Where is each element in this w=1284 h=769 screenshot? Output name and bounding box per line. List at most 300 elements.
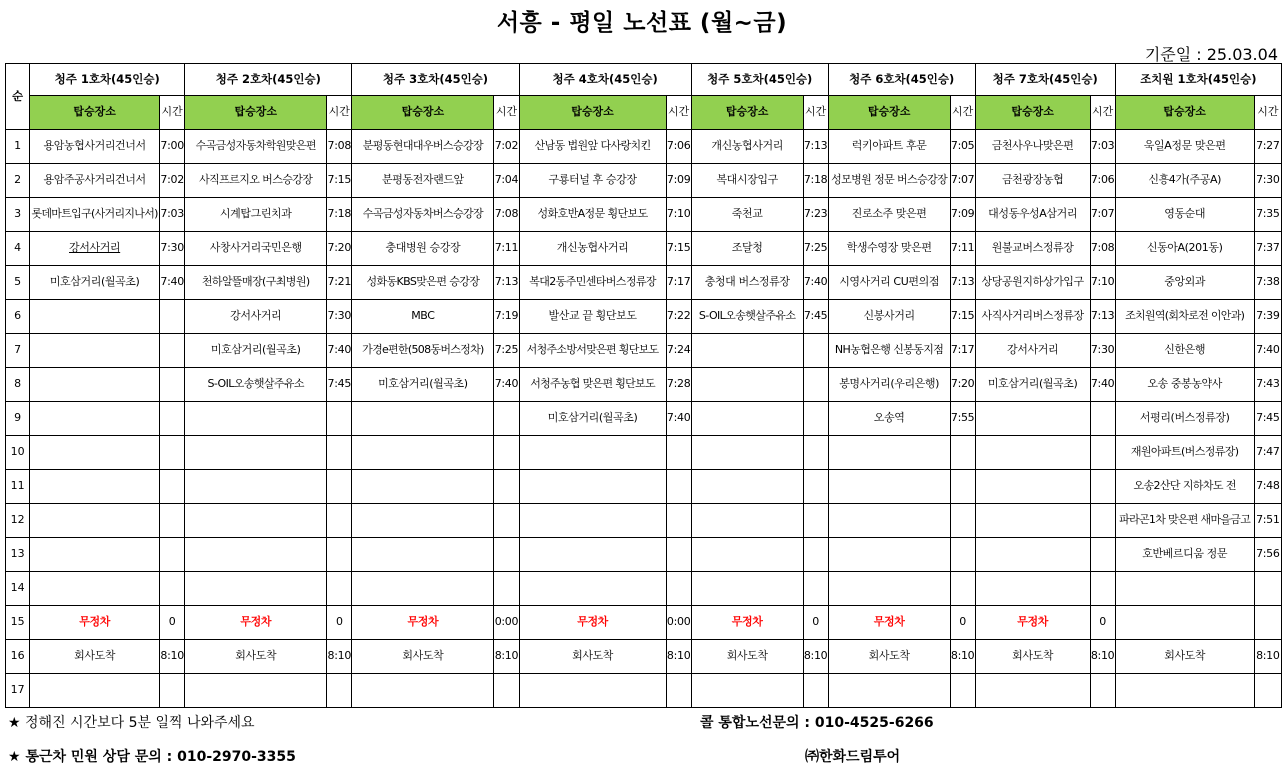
stop-name: 구룡터널 후 승강장 [519, 164, 666, 198]
table-row [6, 606, 1282, 640]
stop-time: 8:10 [1090, 640, 1115, 674]
stop-time: 7:27 [1254, 130, 1281, 164]
row-number: 8 [6, 368, 30, 402]
row-number: 12 [6, 504, 30, 538]
stop-time [803, 572, 828, 606]
table-row [6, 538, 1282, 572]
stop-time: 8:10 [327, 640, 352, 674]
stop-time: 7:10 [666, 198, 691, 232]
stop-name: 오송 중봉농약사 [1115, 368, 1254, 402]
stop-name: 미호삼거리(월곡초) [185, 334, 327, 368]
stop-time: 7:13 [950, 266, 975, 300]
stop-time: 7:18 [803, 164, 828, 198]
stop-name: 복대2동주민센타버스정류장 [519, 266, 666, 300]
stop-name [828, 470, 950, 504]
stop-name: 무정차 [975, 606, 1090, 640]
stop-name: 시영사거리 CU편의점 [828, 266, 950, 300]
stop-name: 금천광장농협 [975, 164, 1090, 198]
stop-time: 7:25 [803, 232, 828, 266]
stop-name [519, 674, 666, 708]
stop-name: 강서사거리 [975, 334, 1090, 368]
star-icon: ★ [8, 749, 21, 765]
stop-name [691, 674, 803, 708]
stop-time: 7:45 [1254, 402, 1281, 436]
stop-time [494, 436, 519, 470]
stop-name: 조치원역(회차로전 이안과) [1115, 300, 1254, 334]
stop-name [185, 674, 327, 708]
stop-name: 사직프르지오 버스승강장 [185, 164, 327, 198]
row-number: 16 [6, 640, 30, 674]
stop-time [494, 402, 519, 436]
stop-time: 7:25 [494, 334, 519, 368]
stop-time [1090, 436, 1115, 470]
stop-time: 7:40 [160, 266, 185, 300]
stop-time: 7:17 [950, 334, 975, 368]
stop-time: 7:47 [1254, 436, 1281, 470]
stop-name [519, 538, 666, 572]
place-header: 탑승장소 [185, 96, 327, 130]
stop-name: 천하알뜰매장(구최병원) [185, 266, 327, 300]
bus-header: 청주 2호차(45인승) [185, 64, 352, 96]
stop-name: 롯데마트입구(사거리지나서) [30, 198, 160, 232]
stop-time: 7:20 [327, 232, 352, 266]
stop-name [185, 402, 327, 436]
stop-name: 미호삼거리(월곡초) [975, 368, 1090, 402]
stop-time: 7:43 [1254, 368, 1281, 402]
stop-time: 8:10 [950, 640, 975, 674]
time-header: 시간 [160, 96, 185, 130]
stop-time: 7:10 [1090, 266, 1115, 300]
stop-name: 럭키아파트 후문 [828, 130, 950, 164]
stop-time: 7:13 [803, 130, 828, 164]
stop-time: 7:48 [1254, 470, 1281, 504]
place-header: 탑승장소 [30, 96, 160, 130]
stop-name [828, 572, 950, 606]
stop-name: 오송2산단 지하차도 전 [1115, 470, 1254, 504]
stop-name: 미호삼거리(월곡초) [30, 266, 160, 300]
table-row [6, 232, 1282, 266]
place-header: 탑승장소 [828, 96, 950, 130]
table-row [6, 402, 1282, 436]
stop-time: 7:39 [1254, 300, 1281, 334]
stop-name: 개신농협사거리 [519, 232, 666, 266]
stop-time [494, 504, 519, 538]
stop-time [160, 572, 185, 606]
stop-name: 파라곤1차 맞은편 새마을금고 [1115, 504, 1254, 538]
stop-name [519, 504, 666, 538]
table-row [6, 368, 1282, 402]
stop-time: 7:08 [327, 130, 352, 164]
bus-header: 청주 5호차(45인승) [691, 64, 828, 96]
stop-time [327, 538, 352, 572]
stop-name [975, 402, 1090, 436]
table-row [6, 504, 1282, 538]
stop-time: 7:03 [1090, 130, 1115, 164]
reference-date: 기준일 : 25.03.04 [1144, 45, 1278, 64]
stop-name: 무정차 [30, 606, 160, 640]
stop-time: 7:35 [1254, 198, 1281, 232]
time-header: 시간 [494, 96, 519, 130]
stop-time [950, 504, 975, 538]
stop-name [519, 572, 666, 606]
stop-name: 무정차 [352, 606, 494, 640]
stop-name: 미호삼거리(월곡초) [352, 368, 494, 402]
stop-time: 7:17 [666, 266, 691, 300]
row-number: 14 [6, 572, 30, 606]
stop-time [1090, 538, 1115, 572]
stop-time: 8:10 [803, 640, 828, 674]
stop-name: 대성동우성A삼거리 [975, 198, 1090, 232]
row-number: 3 [6, 198, 30, 232]
stop-name: 산남동 법원앞 다사랑치킨 [519, 130, 666, 164]
stop-time: 7:08 [1090, 232, 1115, 266]
stop-time: 7:13 [1090, 300, 1115, 334]
stop-time: 7:19 [494, 300, 519, 334]
row-number: 10 [6, 436, 30, 470]
stop-time [666, 572, 691, 606]
stop-time: 0:00 [666, 606, 691, 640]
footer-call: 콜 통합노선문의 : 010-4525-6266 [700, 715, 934, 731]
stop-time [803, 436, 828, 470]
stop-time: 0:00 [494, 606, 519, 640]
stop-time: 7:30 [327, 300, 352, 334]
stop-name: 수곡금성자동차버스승강장 [352, 198, 494, 232]
stop-name [975, 572, 1090, 606]
stop-time: 7:38 [1254, 266, 1281, 300]
stop-name: 사창사거리국민은행 [185, 232, 327, 266]
stop-time [803, 674, 828, 708]
stop-name [691, 572, 803, 606]
stop-name: 욱일A정문 맞은편 [1115, 130, 1254, 164]
stop-time [1090, 572, 1115, 606]
stop-time [1090, 674, 1115, 708]
route-table [5, 63, 1282, 708]
stop-time: 7:04 [494, 164, 519, 198]
stop-time: 7:30 [160, 232, 185, 266]
stop-name [352, 402, 494, 436]
stop-name [828, 674, 950, 708]
bus-header: 청주 3호차(45인승) [352, 64, 519, 96]
stop-name: 사직사거리버스정류장 [975, 300, 1090, 334]
column-header-row [6, 96, 1282, 130]
stop-name: 무정차 [828, 606, 950, 640]
table-row [6, 300, 1282, 334]
stop-time: 8:10 [494, 640, 519, 674]
footer-company: ㈜한화드림투어 [805, 749, 901, 765]
stop-time: 7:03 [160, 198, 185, 232]
stop-time [1254, 572, 1281, 606]
stop-time [160, 334, 185, 368]
table-row [6, 640, 1282, 674]
stop-name [30, 436, 160, 470]
stop-time: 7:06 [666, 130, 691, 164]
stop-name: 성화호반A정문 횡단보도 [519, 198, 666, 232]
stop-time: 0 [327, 606, 352, 640]
stop-name: 재원아파트(버스정류장) [1115, 436, 1254, 470]
stop-name: 회사도착 [185, 640, 327, 674]
stop-name [975, 504, 1090, 538]
place-header: 탑승장소 [352, 96, 494, 130]
stop-time [1090, 504, 1115, 538]
stop-time [803, 538, 828, 572]
stop-name [828, 504, 950, 538]
bus-header: 청주 7호차(45인승) [975, 64, 1115, 96]
stop-time: 7:02 [494, 130, 519, 164]
time-header: 시간 [327, 96, 352, 130]
stop-time [1090, 402, 1115, 436]
stop-time [494, 572, 519, 606]
stop-name: 분평동전자랜드앞 [352, 164, 494, 198]
stop-name [352, 538, 494, 572]
stop-name [975, 436, 1090, 470]
bus-header: 청주 1호차(45인승) [30, 64, 185, 96]
stop-name [519, 470, 666, 504]
stop-time [160, 538, 185, 572]
stop-name: 회사도착 [352, 640, 494, 674]
stop-time: 7:23 [803, 198, 828, 232]
stop-name: 중앙외과 [1115, 266, 1254, 300]
stop-time [160, 300, 185, 334]
stop-time: 7:08 [494, 198, 519, 232]
stop-time: 8:10 [666, 640, 691, 674]
stop-time: 7:09 [950, 198, 975, 232]
stop-name [975, 470, 1090, 504]
stop-name: 호반베르디움 정문 [1115, 538, 1254, 572]
stop-time [327, 402, 352, 436]
stop-name [30, 674, 160, 708]
stop-time: 7:07 [950, 164, 975, 198]
row-number: 11 [6, 470, 30, 504]
stop-name: 용암농협사거리건너서 [30, 130, 160, 164]
place-header: 탑승장소 [1115, 96, 1254, 130]
stop-time: 7:21 [327, 266, 352, 300]
stop-time: 7:51 [1254, 504, 1281, 538]
stop-name: 원불교버스정류장 [975, 232, 1090, 266]
stop-time: 7:15 [666, 232, 691, 266]
stop-time [160, 436, 185, 470]
stop-time: 7:40 [666, 402, 691, 436]
stop-time: 7:30 [1254, 164, 1281, 198]
stop-time: 0 [160, 606, 185, 640]
stop-name: 무정차 [185, 606, 327, 640]
stop-name: 신동아A(201동) [1115, 232, 1254, 266]
stop-name: 수곡금성자동차학원맞은편 [185, 130, 327, 164]
stop-name: 조달청 [691, 232, 803, 266]
stop-name [975, 674, 1090, 708]
stop-name [30, 470, 160, 504]
stop-time [666, 436, 691, 470]
stop-time: 7:09 [666, 164, 691, 198]
row-number: 4 [6, 232, 30, 266]
stop-time: 7:00 [160, 130, 185, 164]
table-row [6, 266, 1282, 300]
stop-time [666, 470, 691, 504]
stop-time: 7:07 [1090, 198, 1115, 232]
stop-time [327, 470, 352, 504]
stop-name: 성화동KBS맞은편 승강장 [352, 266, 494, 300]
stop-time [327, 504, 352, 538]
star-icon: ★ [8, 715, 21, 731]
stop-name: S-OIL오송햇살주유소 [185, 368, 327, 402]
stop-time [803, 402, 828, 436]
place-header: 탑승장소 [691, 96, 803, 130]
stop-name [691, 538, 803, 572]
stop-time [1254, 674, 1281, 708]
stop-name: 발산교 끝 횡단보도 [519, 300, 666, 334]
stop-time [950, 538, 975, 572]
stop-time: 7:40 [803, 266, 828, 300]
stop-name [691, 402, 803, 436]
bus-header: 조치원 1호차(45인승) [1115, 64, 1281, 96]
stop-name: 강서사거리 [185, 300, 327, 334]
stop-time: 7:15 [327, 164, 352, 198]
footer-complaint: ★ 통근차 민원 상담 문의 : 010-2970-3355 [8, 749, 296, 765]
stop-name: 미호삼거리(월곡초) [519, 402, 666, 436]
stop-time [327, 572, 352, 606]
stop-time [803, 368, 828, 402]
stop-time: 7:13 [494, 266, 519, 300]
row-number: 2 [6, 164, 30, 198]
stop-time [803, 334, 828, 368]
stop-time [494, 538, 519, 572]
time-header: 시간 [803, 96, 828, 130]
stop-time [160, 368, 185, 402]
stop-name [30, 572, 160, 606]
seq-header: 순 [6, 64, 30, 130]
stop-name: 회사도착 [1115, 640, 1254, 674]
bus-header-row [6, 64, 1282, 96]
stop-name [30, 402, 160, 436]
row-number: 1 [6, 130, 30, 164]
stop-time: 7:28 [666, 368, 691, 402]
stop-time: 7:11 [950, 232, 975, 266]
stop-time: 7:40 [327, 334, 352, 368]
stop-time [327, 436, 352, 470]
stop-name [352, 470, 494, 504]
stop-time: 7:06 [1090, 164, 1115, 198]
stop-name [975, 538, 1090, 572]
stop-time [494, 674, 519, 708]
stop-time: 7:18 [327, 198, 352, 232]
stop-name: 서평리(버스정류장) [1115, 402, 1254, 436]
stop-name: 시계탑그린치과 [185, 198, 327, 232]
stop-name [185, 572, 327, 606]
stop-name: 영동순대 [1115, 198, 1254, 232]
table-row [6, 436, 1282, 470]
row-number: 13 [6, 538, 30, 572]
stop-name [185, 504, 327, 538]
stop-time [666, 674, 691, 708]
stop-name: 봉명사거리(우리은행) [828, 368, 950, 402]
stop-name: 무정차 [519, 606, 666, 640]
stop-name: 용암주공사거리건너서 [30, 164, 160, 198]
stop-time [666, 504, 691, 538]
stop-time: 7:55 [950, 402, 975, 436]
stop-time: 7:56 [1254, 538, 1281, 572]
table-row [6, 470, 1282, 504]
stop-time: 7:22 [666, 300, 691, 334]
stop-name: S-OIL오송햇살주유소 [691, 300, 803, 334]
table-row [6, 572, 1282, 606]
stop-name: 분평동현대대우버스승강장 [352, 130, 494, 164]
bus-header: 청주 6호차(45인승) [828, 64, 975, 96]
stop-time: 7:20 [950, 368, 975, 402]
stop-time: 0 [950, 606, 975, 640]
table-row [6, 198, 1282, 232]
stop-name [30, 334, 160, 368]
stop-name [30, 538, 160, 572]
stop-name: 서청주농협 맞은편 횡단보도 [519, 368, 666, 402]
stop-time: 7:02 [160, 164, 185, 198]
stop-time [1090, 470, 1115, 504]
stop-name: 무정차 [691, 606, 803, 640]
stop-time: 7:30 [1090, 334, 1115, 368]
stop-name [1115, 572, 1254, 606]
stop-name: 회사도착 [30, 640, 160, 674]
stop-time: 7:37 [1254, 232, 1281, 266]
stop-time: 8:10 [160, 640, 185, 674]
stop-time: 7:45 [803, 300, 828, 334]
stop-name: 상당공원지하상가입구 [975, 266, 1090, 300]
stop-name: 성모병원 정문 버스승강장 [828, 164, 950, 198]
time-header: 시간 [666, 96, 691, 130]
stop-time [160, 674, 185, 708]
stop-time: 7:40 [494, 368, 519, 402]
stop-time [160, 402, 185, 436]
stop-time: 0 [1090, 606, 1115, 640]
stop-name: MBC [352, 300, 494, 334]
stop-name: 신봉사거리 [828, 300, 950, 334]
stop-name [519, 436, 666, 470]
table-row [6, 334, 1282, 368]
stop-time: 7:45 [327, 368, 352, 402]
row-number: 6 [6, 300, 30, 334]
bus-header: 청주 4호차(45인승) [519, 64, 691, 96]
stop-time [950, 674, 975, 708]
place-header: 탑승장소 [519, 96, 666, 130]
page-title: 서흥 - 평일 노선표 (월~금) [496, 10, 788, 36]
stop-name: 죽천교 [691, 198, 803, 232]
time-header: 시간 [950, 96, 975, 130]
table-row [6, 164, 1282, 198]
stop-name: 회사도착 [691, 640, 803, 674]
stop-time: 7:40 [1254, 334, 1281, 368]
time-header: 시간 [1090, 96, 1115, 130]
stop-name [185, 538, 327, 572]
stop-name [691, 436, 803, 470]
stop-name: 신한은행 [1115, 334, 1254, 368]
footer-note: ★ 정해진 시간보다 5분 일찍 나와주세요 [8, 715, 255, 731]
stop-time: 7:05 [950, 130, 975, 164]
stop-name [691, 368, 803, 402]
stop-time: 8:10 [1254, 640, 1281, 674]
stop-name: 복대시장입구 [691, 164, 803, 198]
stop-name [691, 470, 803, 504]
stop-name: 충청대 버스정류장 [691, 266, 803, 300]
stop-time: 7:24 [666, 334, 691, 368]
stop-name: 학생수영장 맞은편 [828, 232, 950, 266]
stop-name [30, 232, 160, 266]
stop-name [691, 504, 803, 538]
stop-time: 7:11 [494, 232, 519, 266]
stop-time [327, 674, 352, 708]
stop-name [828, 436, 950, 470]
stop-name: 회사도착 [975, 640, 1090, 674]
stop-name [1115, 674, 1254, 708]
stop-time [950, 436, 975, 470]
row-number: 17 [6, 674, 30, 708]
table-row [6, 674, 1282, 708]
